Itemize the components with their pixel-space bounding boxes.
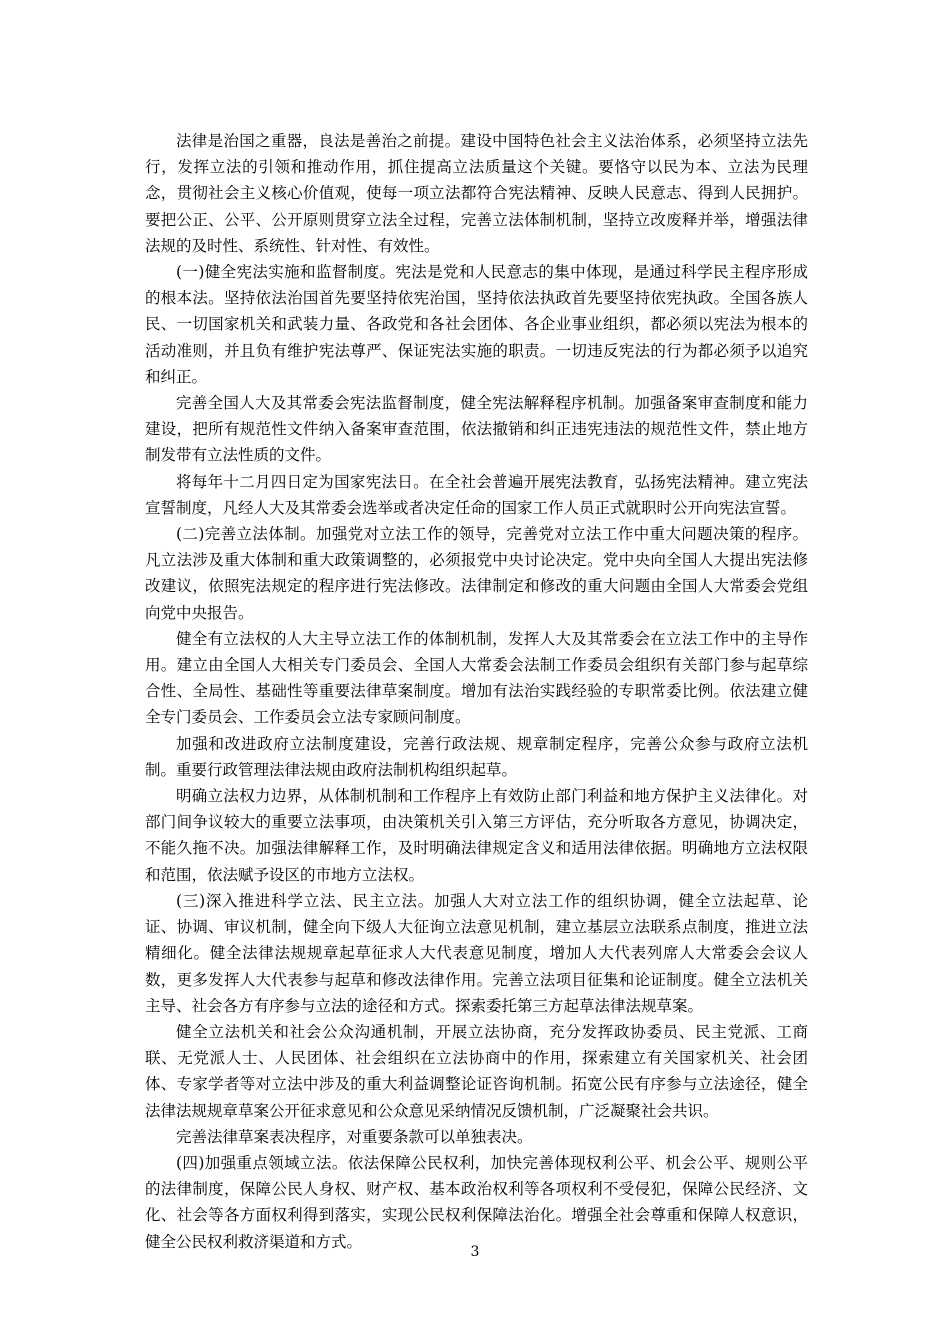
paragraph: (三)深入推进科学立法、民主立法。加强人大对立法工作的组织协调，健全立法起草、论证、协调、审议机制，健全向下级人大征询立法意见机制，建立基层立法联系点制度，推进立法精细化。健全法律法规规章起草征求人大代表意见制度，增加人大代表列席人大常委会会议人数，更多发挥人大代表参与起草和修改法律作用。完善立法项目征集和论证制度。健全立法机关主导、社会各方有序参与立法的途径和方式。探索委托第三方起草法律法规草案。: [145, 891, 808, 1015]
paragraph: 健全有立法权的人大主导立法工作的体制机制，发挥人大及其常委会在立法工作中的主导作用。建立由全国人大相关专门委员会、全国人大常委会法制工作委员会组织有关部门参与起草综合性、全局性、基础性等重要法律草案制度。增加有法治实践经验的专职常委比例。依法建立健全专门委员会、工作委员会立法专家顾问制度。: [145, 629, 808, 727]
paragraph: 加强和改进政府立法制度建设，完善行政法规、规章制定程序，完善公众参与政府立法机制。重要行政管理法律法规由政府法制机构组织起草。: [145, 734, 808, 779]
paragraph: 法律是治国之重器，良法是善治之前提。建设中国特色社会主义法治体系，必须坚持立法先行，发挥立法的引领和推动作用，抓住提高立法质量这个关键。要恪守以民为本、立法为民理念，贯彻社会主义核心价值观，使每一项立法都符合宪法精神、反映人民意志、得到人民拥护。要把公正、公平、公开原则贯穿立法全过程，完善立法体制机制，坚持立改废释并举，增强法律法规的及时性、系统性、针对性、有效性。: [145, 132, 808, 255]
paragraph: 将每年十二月四日定为国家宪法日。在全社会普遍开展宪法教育，弘扬宪法精神。建立宪法宣誓制度，凡经人大及其常委会选举或者决定任命的国家工作人员正式就职时公开向宪法宣誓。: [145, 472, 808, 517]
document-body: [145, 128, 808, 1255]
paragraph: (一)健全宪法实施和监督制度。宪法是党和人民意志的集中体现，是通过科学民主程序形成的根本法。坚持依法治国首先要坚持依宪治国，坚持依法执政首先要坚持依宪执政。全国各族人民、一切国家机关和武装力量、各政党和各社会团体、各企业事业组织，都必须以宪法为根本的活动准则，并且负有维护宪法尊严、保证宪法实施的职责。一切违反宪法的行为都必须予以追究和纠正。: [145, 263, 808, 386]
paragraph: 完善全国人大及其常委会宪法监督制度，健全宪法解释程序机制。加强备案审查制度和能力建设，把所有规范性文件纳入备案审查范围，依法撤销和纠正违宪违法的规范性文件，禁止地方制发带有立法性质的文件。: [145, 394, 808, 465]
page-number: 3: [470, 1244, 480, 1260]
paragraph: 健全立法机关和社会公众沟通机制，开展立法协商，充分发挥政协委员、民主党派、工商联、无党派人士、人民团体、社会组织在立法协商中的作用，探索建立有关国家机关、社会团体、专家学者等对立法中涉及的重大利益调整论证咨询机制。拓宽公民有序参与立法途径，健全法律法规规章草案公开征求意见和公众意见采纳情况反馈机制，广泛凝聚社会共识。: [145, 1022, 808, 1120]
paragraph: (四)加强重点领域立法。依法保障公民权利，加快完善体现权利公平、机会公平、规则公平的法律制度，保障公民人身权、财产权、基本政治权利等各项权利不受侵犯，保障公民经济、文化、社会等各方面权利得到落实，实现公民权利保障法治化。增强全社会尊重和保障人权意识，健全公民权利救济渠道和方式。: [145, 1153, 808, 1251]
paragraph: 明确立法权力边界，从体制机制和工作程序上有效防止部门利益和地方保护主义法律化。对部门间争议较大的重要立法事项，由决策机关引入第三方评估，充分听取各方意见，协调决定，不能久拖不决。加强法律解释工作，及时明确法律规定含义和适用法律依据。明确地方立法权限和范围，依法赋予设区的市地方立法权。: [145, 787, 808, 884]
paragraph: 完善法律草案表决程序，对重要条款可以单独表决。: [176, 1127, 533, 1146]
paragraph: (二)完善立法体制。加强党对立法工作的领导，完善党对立法工作中重大问题决策的程序。凡立法涉及重大体制和重大政策调整的，必须报党中央讨论决定。党中央向全国人大提出宪法修改建议，依照宪法规定的程序进行宪法修改。法律制定和修改的重大问题由全国人大常委会党组向党中央报告。: [145, 525, 808, 622]
